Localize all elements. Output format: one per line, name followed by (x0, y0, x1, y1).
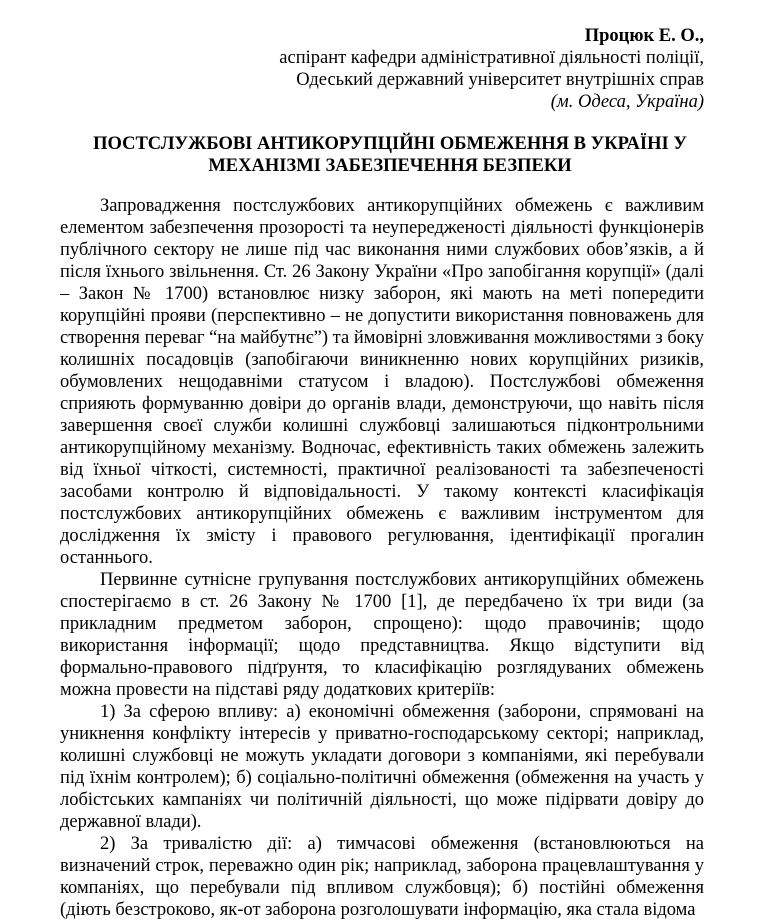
paper-title (60, 133, 720, 177)
paragraph: 1) За сферою впливу: а) економічні обмеження (заборони, спрямовані на уникнення конфлікту інтересів у приватно-господарському секторі; наприклад, колишні службовці не можуть укладати договори з компаніями, які перебували під їхнім контролем); б) соціально-політичні обмеження (обмеження на участь у лобістських кампаніях чи політичній діяльності, що може підірвати довіру до державної влади). (60, 702, 704, 832)
author-institution: Одеський державний університет внутрішніх справ (296, 70, 704, 90)
author-position: аспірант кафедри адміністративної діяльності поліції, (279, 48, 704, 68)
author-name: Процюк Е. О., (584, 26, 704, 46)
title-line-1: ПОСТСЛУЖБОВІ АНТИКОРУПЦІЙНІ ОБМЕЖЕННЯ В УКРАЇНІ У (93, 134, 687, 154)
paragraph: Запровадження постслужбових антикорупційних обмежень є важливим елементом забезпечення прозорості та неупередженості діяльності функціонерів публічного сектору не лише під час виконання ними службових обов’язків, а й після їхнього звільнення. Ст. 26 Закону України «Про запобігання корупції» (далі – Закон № 1700) встановлює низку заборон, які мають на меті попередити корупційні прояви (перспективно – не допустити використання повноважень для створення переваг “на майбутнє”) та ймовірні зловживання можливостями з боку колишніх посадовців (запобігаючи виникненню нових корупційних ризиків, обумовлених нещодавніми статусом і владою). Постслужбові обмеження сприяють формуванню довіри до органів влади, демонструючи, що навіть після завершення своєї служби колишні службовці залишаються підконтрольними антикорупційному механізму. Водночас, ефективність таких обмежень залежить від їхньої чіткості, системності, практичної реалізованості та забезпеченості засобами контролю й відповідальності. У такому контексті класифікація постслужбових антикорупційних обмежень є важливим інструментом для дослідження їх змісту і правового регулювання, ідентифікації прогалин останнього. (60, 196, 704, 568)
author-block (279, 25, 704, 113)
paragraph: 2) За тривалістю дії: а) тимчасові обмеження (встановлюються на визначений строк, переважно один рік; наприклад, заборона працевлаштування у компаніях, що перебували під впливом службовця); б) постійні обмеження (діють безстроково, як-от заборона розголошувати інформацію, яка стала відома (60, 834, 704, 920)
paper-body (60, 195, 704, 921)
title-line-2: МЕХАНІЗМІ ЗАБЕЗПЕЧЕННЯ БЕЗПЕКИ (208, 156, 572, 176)
paragraph: Первинне сутнісне групування постслужбових антикорупційних обмежень спостерігаємо в ст. 26 Закону № 1700 [1], де передбачено їх три види (за прикладним предметом заборон, спрощено): щодо правочинів; щодо використання інформації; щодо представництва. Якщо відступити від формально-правового підґрунтя, то класифікацію розглядуваних обмежень можна провести на підставі ряду додаткових критеріїв: (60, 570, 704, 700)
author-location: (м. Одеса, Україна) (550, 92, 704, 112)
